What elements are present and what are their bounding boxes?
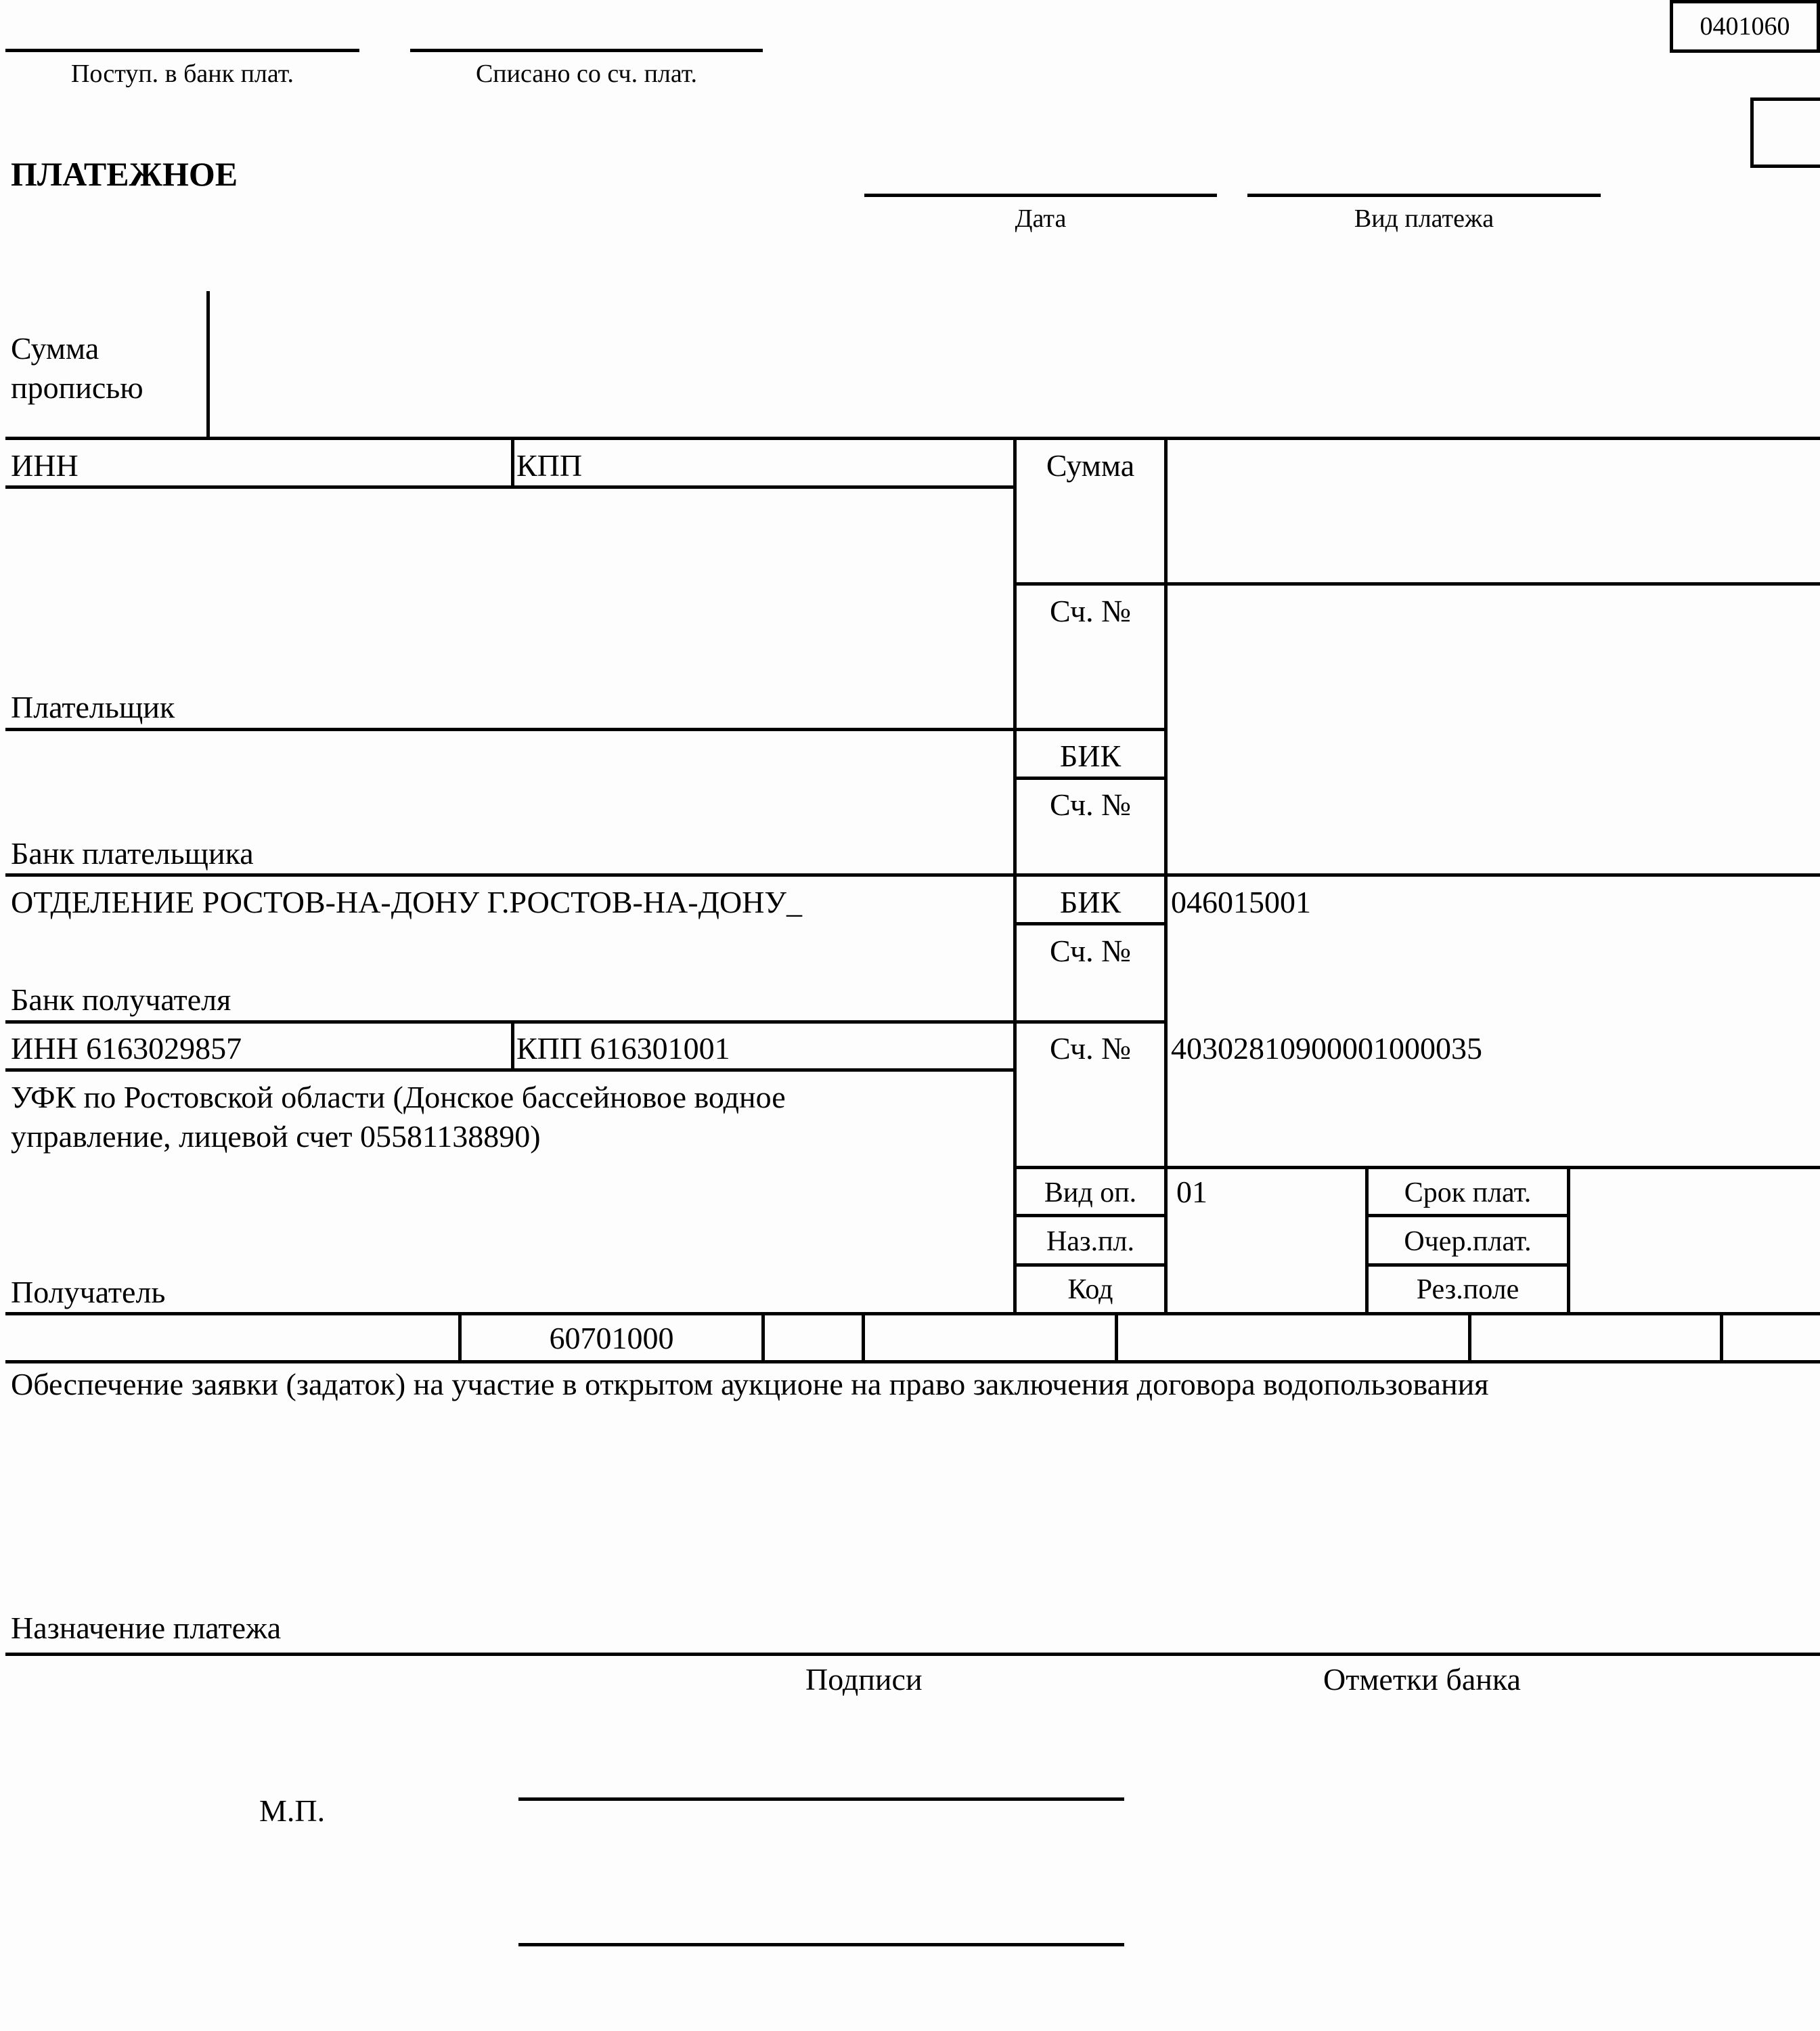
tax-col-5 (1468, 1312, 1471, 1362)
date-line (864, 194, 1217, 197)
reserve-label: Рез.поле (1416, 1274, 1519, 1305)
purpose-bottom-line (5, 1653, 1820, 1656)
payment-type-line (1247, 194, 1601, 197)
page-title: ПЛАТЕЖНОЕ (11, 155, 238, 193)
payee-name-line-1: УФК по Ростовской области (Донское бассейновое водное (11, 1080, 786, 1114)
payee-bank-name: ОТДЕЛЕНИЕ РОСТОВ-НА-ДОНУ Г.РОСТОВ-НА-ДОНУ_ (11, 885, 802, 919)
payee-bank-bik-label: БИК (1059, 885, 1122, 919)
payer-bank-bottom-line (5, 873, 1820, 877)
payee-bank-account-label: Сч. № (1049, 934, 1132, 968)
payee-kpp: КПП 616301001 (516, 1031, 730, 1066)
payee-name-line-2: управление, лицевой счет 05581138890) (11, 1119, 541, 1154)
payee-inn-kpp-underline (5, 1068, 1015, 1072)
purpose-label: Назначение платежа (11, 1611, 282, 1645)
payee-label: Получатель (11, 1275, 166, 1309)
op-row1-line-left (1013, 1214, 1166, 1217)
payer-bank-account-label: Сч. № (1049, 787, 1132, 822)
payment-type-label: Вид платежа (1354, 204, 1494, 233)
status-box (1750, 97, 1820, 168)
priority-label: Очер.плат. (1404, 1226, 1532, 1257)
stamp-label: М.П. (259, 1793, 326, 1828)
payee-bank-bik-underline (1013, 922, 1166, 925)
amount-words-divider (206, 291, 210, 439)
received-line (5, 49, 359, 52)
tax-col-2 (761, 1312, 765, 1362)
signature-line-1 (518, 1797, 1124, 1801)
payee-inn: ИНН 6163029857 (11, 1031, 242, 1066)
payee-inn-kpp-divider (511, 1020, 514, 1071)
payer-label: Плательщик (11, 690, 175, 724)
payer-bank-bik-underline (1013, 777, 1166, 780)
tax-row-bottom-line (5, 1360, 1820, 1363)
payee-account-value: 40302810900001000035 (1171, 1031, 1482, 1066)
grid-line-payer-top (5, 437, 1820, 440)
payee-bank-bik-value: 046015001 (1171, 885, 1311, 919)
amount-underline (1013, 582, 1820, 586)
signatures-label: Подписи (805, 1662, 923, 1697)
payee-bank-bottom-line (5, 1020, 1166, 1024)
code-label: Код (1067, 1274, 1113, 1305)
purpose-code-label: Наз.пл. (1046, 1226, 1134, 1257)
debited-label: Списано со сч. плат. (475, 60, 698, 88)
payer-bank-bik-label: БИК (1059, 739, 1122, 773)
op-row2-line-left (1013, 1263, 1166, 1267)
debited-line (410, 49, 763, 52)
op-type-value: 01 (1176, 1175, 1207, 1209)
payee-bank-label: Банк получателя (11, 982, 231, 1017)
payer-bottom-line (5, 728, 1166, 731)
bank-marks-label: Отметки банка (1323, 1662, 1521, 1697)
payee-bottom-line (5, 1312, 1820, 1315)
op-row1-line-right (1365, 1214, 1570, 1217)
payer-bank-label: Банк плательщика (11, 836, 254, 871)
signature-line-2 (518, 1943, 1124, 1946)
amount-words-label-1: Сумма (11, 331, 99, 366)
oktmo-value: 60701000 (549, 1321, 674, 1355)
payer-account-label: Сч. № (1049, 594, 1132, 628)
amount-label: Сумма (1046, 448, 1135, 483)
payer-inn-label: ИНН (11, 448, 79, 483)
operation-right-divider (1567, 1166, 1570, 1314)
op-type-label: Вид оп. (1044, 1177, 1137, 1208)
date-label: Дата (1015, 204, 1067, 233)
amount-words-label-2: прописью (11, 370, 143, 405)
received-label: Поступ. в банк плат. (70, 60, 294, 88)
tax-col-6 (1720, 1312, 1723, 1362)
tax-col-3 (862, 1312, 865, 1362)
inn-kpp-divider (511, 437, 514, 487)
op-row2-line-right (1365, 1263, 1570, 1267)
due-date-label: Срок плат. (1404, 1177, 1532, 1208)
purpose-text: Обеспечение заявки (задаток) на участие в открытом аукционе на право заключения договора водопользования (11, 1367, 1489, 1401)
payee-account-label: Сч. № (1049, 1031, 1132, 1066)
tax-col-4 (1115, 1312, 1118, 1362)
inn-kpp-underline (5, 485, 1015, 489)
form-code: 0401060 (1700, 12, 1790, 41)
operation-top-line (1013, 1166, 1820, 1169)
payer-kpp-label: КПП (516, 448, 583, 483)
